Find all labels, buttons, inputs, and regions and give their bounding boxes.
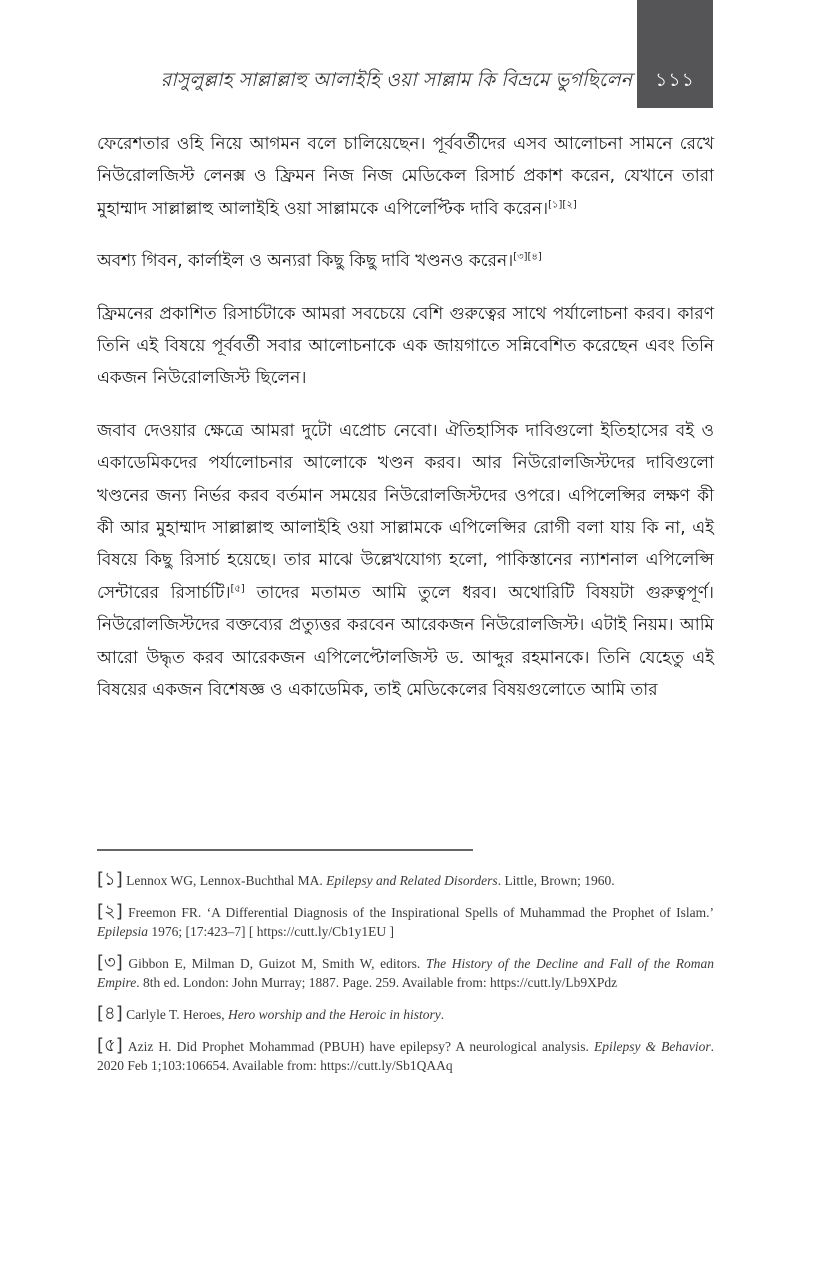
footnote-number: [১] [97, 869, 123, 890]
footnote-title: The History of the Decline and Fall of the Roman Empire [97, 956, 714, 990]
page-number: ১১১ [655, 69, 695, 91]
footnote-number: [৩] [97, 952, 123, 973]
footnote-title: Hero worship and the Heroic in history [227, 1007, 441, 1022]
paragraph [97, 298, 714, 395]
paragraph [97, 128, 714, 225]
footnote-text: Carlyle T. Heroes, [122, 1007, 228, 1022]
body-text [97, 128, 714, 727]
paragraph [97, 245, 714, 277]
footnote-number: [৪] [97, 1003, 123, 1024]
footnote-text: . [440, 1007, 445, 1022]
footnote-title: Epilepsy & Behavior [593, 1039, 711, 1054]
footnote [97, 902, 714, 941]
paragraph-text: অবশ্য গিবন, কার্লাইল ও অন্যরা কিছু কিছু দাবি খণ্ডনও করেন। [97, 251, 514, 272]
paragraph [97, 415, 714, 707]
footnote [97, 1004, 714, 1024]
footnote-reference[interactable]: [৩][৪] [513, 251, 542, 263]
footnote-text: . 2020 Feb 1;103:106654. Available from: https://cutt.ly/Sb1QAAq [97, 1039, 714, 1073]
footnote-reference[interactable]: [৫] [230, 583, 245, 595]
footnote-title: Epilepsy and Related Disorders [326, 873, 498, 888]
footnote-number: [৫] [97, 1035, 123, 1056]
footnote-text: . Little, Brown; 1960. [497, 873, 615, 888]
footnotes [97, 870, 714, 1087]
footnote-text: Lennox WG, Lennox-Buchthal MA. [122, 873, 327, 888]
paragraph-text: ফেরেশতার ওহি নিয়ে আগমন বলে চালিয়েছেন। পূর্ববর্তীদের এসব আলোচনা সামনে রেখে নিউরোলজিস্ট লেনক্স ও ফ্রিমন নিজ নিজ মেডিকেল রিসার্চ প্রকাশ করেন, যেখানে তারা মুহাম্মাদ সাল্লাল্লাহু আলাইহি ওয়া সাল্লামকে এপিলেপ্টিক দাবি করেন। [97, 134, 714, 219]
footnote-text: Freemon FR. ‘A Differential Diagnosis of the Inspirational Spells of Muhammad the Prophet of Islam.’ [122, 905, 714, 920]
footnote-divider [97, 849, 473, 851]
footnote [97, 1036, 714, 1075]
footnote-text: Gibbon E, Milman D, Guizot M, Smith W, editors. [122, 956, 426, 971]
running-title: রাসুলুল্লাহ সাল্লাল্লাহু আলাইহি ওয়া সাল্লাম কি বিভ্রমে ভুগছিলেন [160, 69, 632, 91]
footnote-title: Epilepsia [97, 924, 148, 939]
footnote-text: Aziz H. Did Prophet Mohammad (PBUH) have epilepsy? A neurological analysis. [122, 1039, 594, 1054]
paragraph-text: জবাব দেওয়ার ক্ষেত্রে আমরা দুটো এপ্রোচ নেবো। ঐতিহাসিক দাবিগুলো ইতিহাসের বই ও একাডেমিকদের পর্যালোচনার আলোকে খণ্ডন করব। আর নিউরোলজিস্টদের দাবিগুলো খণ্ডনের জন্য নির্ভর করব বর্তমান সময়ের নিউরোলজিস্টদের ওপরে। এপিলেপ্সির লক্ষণ কী কী আর মুহাম্মাদ সাল্লাল্লাহু আলাইহি ওয়া সাল্লামকে এপিলেপ্সির রোগী বলা যায় কি না, এই বিষয়ে কিছু রিসার্চ হয়েছে। তার মাঝে উল্লেখযোগ্য হলো, পাকিস্তানের ন্যাশনাল এপিলেপ্সি সেন্টারের রিসার্চটি। [97, 420, 714, 603]
footnote-text: 1976; [17:423–7] [ https://cutt.ly/Cb1y1EU ] [148, 924, 394, 939]
footnote [97, 870, 714, 890]
footnote-reference[interactable]: [১][২] [548, 199, 577, 211]
footnote-text: . 8th ed. London: John Murray; 1887. Page. 259. Available from: https://cutt.ly/Lb9XPdz [136, 975, 618, 990]
page-number-tab [637, 0, 713, 108]
footnote [97, 953, 714, 992]
paragraph-text: ফ্রিমনের প্রকাশিত রিসার্চটাকে আমরা সবচেয়ে বেশি গুরুত্বের সাথে পর্যালোচনা করব। কারণ তিনি এই বিষয়ে পূর্ববর্তী সবার আলোচনাকে এক জায়গাতে সন্নিবেশিত করেছেন এবং তিনি একজন নিউরোলজিস্ট ছিলেন। [97, 303, 714, 389]
footnote-number: [২] [97, 901, 123, 922]
paragraph-text-continued: তাদের মতামত আমি তুলে ধরব। অথোরিটি বিষয়টা গুরুত্বপূর্ণ। নিউরোলজিস্টদের বক্তব্যের প্রত্যুত্তর করবেন আরেকজন নিউরোলজিস্ট। এটাই নিয়ম। আমি আরো উদ্ধৃত করব আরেকজন এপিলেপ্টোলজিস্ট ড. আব্দুর রহমানকে। তিনি যেহেতু এই বিষয়ের একজন বিশেষজ্ঞ ও একাডেমিক, তাই মেডিকেলের বিষয়গুলোতে আমি তার [97, 582, 714, 701]
